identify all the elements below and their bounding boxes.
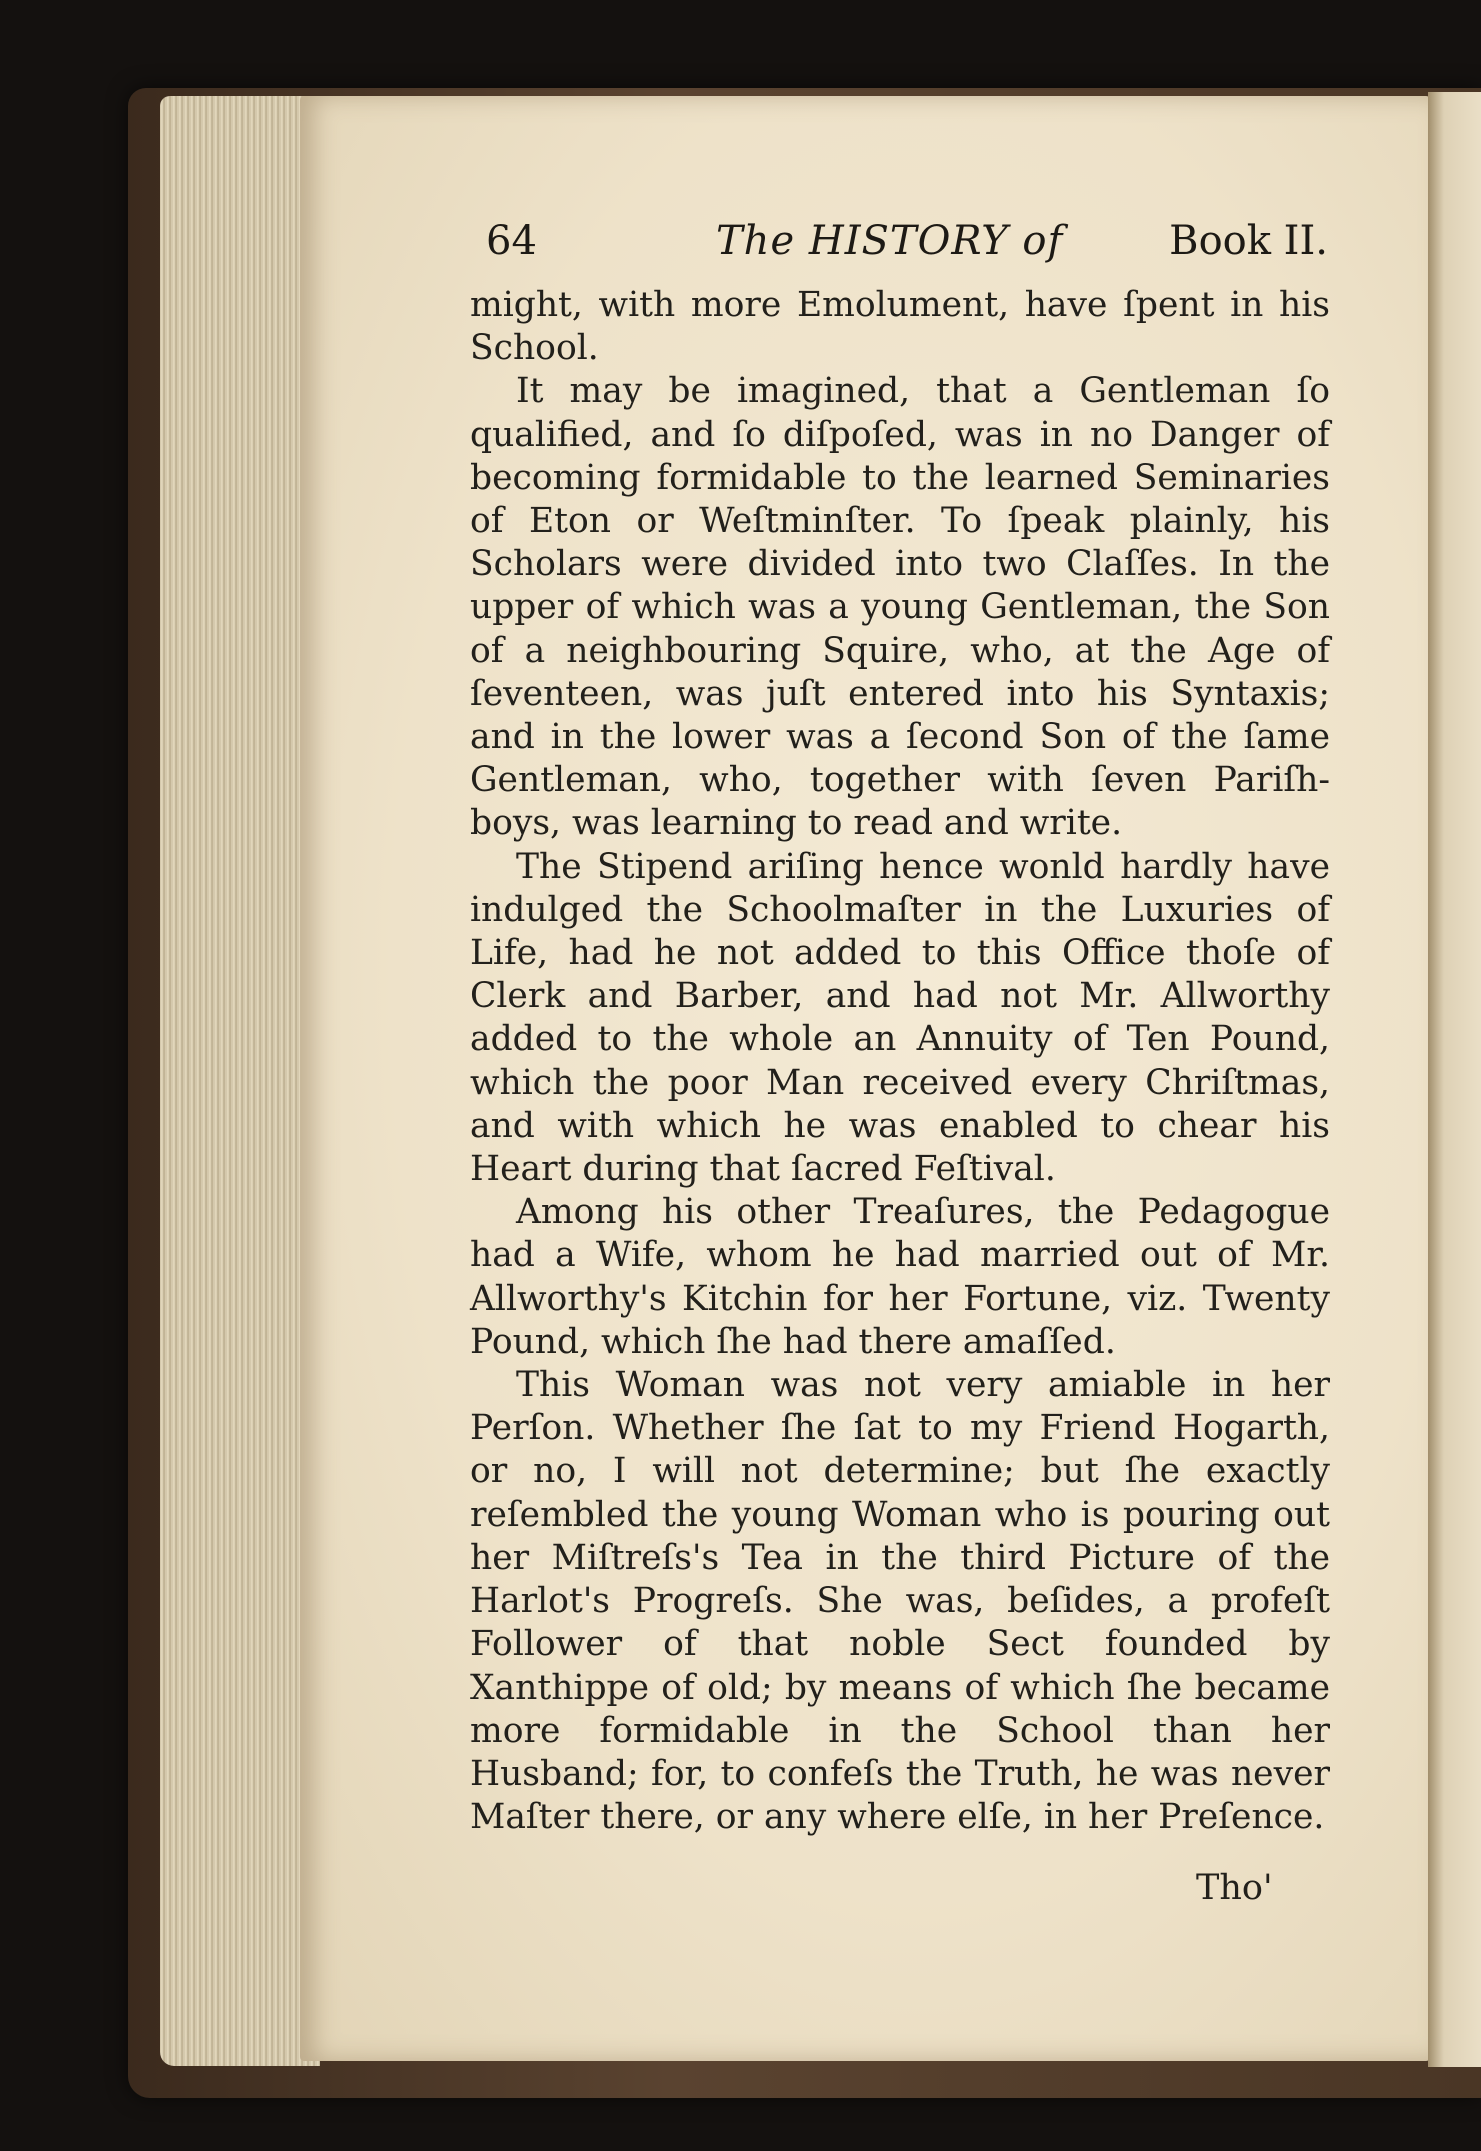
facing-page-edge	[1428, 92, 1481, 2067]
book-label: Book II.	[1169, 218, 1328, 264]
paragraph: It may be imagined, that a Gentleman ſo qualified, and ſo diſpoſed, was in no Danger of becoming formidable to the learned Seminaries of Eton or Weſtminſter. To ſpeak plainly, his Scholars were divided into two Claſſes. In the upper of which was a young Gentleman, the Son of a neighbouring Squire, who, at the Age of ſeventeen, was juſt entered into his Syntaxis; and in the lower was a ſecond Son of the ſame Gentleman, who, together with ſeven Pariſh-boys, was learning to read and write.	[470, 371, 1330, 844]
page-number: 64	[486, 218, 537, 264]
running-title: The HISTORY of	[716, 218, 1064, 264]
page-header	[486, 218, 1328, 278]
paragraph: might, with more Emolument, have ſpent in his School.	[470, 285, 1330, 369]
page-edges	[160, 96, 320, 2066]
body-text	[470, 284, 1330, 1839]
paragraph: Among his other Treaſures, the Pedagogue had a Wife, whom he had married out of Mr. Allworthy's Kitchin for her Fortune, viz. Twenty Pound, which ſhe had there amaſſed.	[470, 1192, 1330, 1362]
paragraph: The Stipend ariſing hence wonld hardly have indulged the Schoolmaſter in the Luxuries of Life, had he not added to this Office thoſe of Clerk and Barber, and had not Mr. Allworthy added to the whole an Annuity of Ten Pound, which the poor Man received every Chriſtmas, and with which he was enabled to chear his Heart during that ſacred Feſtival.	[470, 846, 1330, 1190]
catchword: Tho'	[1196, 1868, 1273, 1908]
paragraph: This Woman was not very amiable in her Perſon. Whether ſhe ſat to my Friend Hogarth, or no, I will not determine; but ſhe exactly reſembled the young Woman who is pouring out her Miſtreſs's Tea in the third Picture of the Harlot's Progreſs. She was, beſides, a profeſt Follower of that noble Sect founded by Xanthippe of old; by means of which ſhe became more formidable in the School than her Husband; for, to confeſs the Truth, he was never Maſter there, or any where elſe, in her Preſence.	[470, 1365, 1330, 1838]
